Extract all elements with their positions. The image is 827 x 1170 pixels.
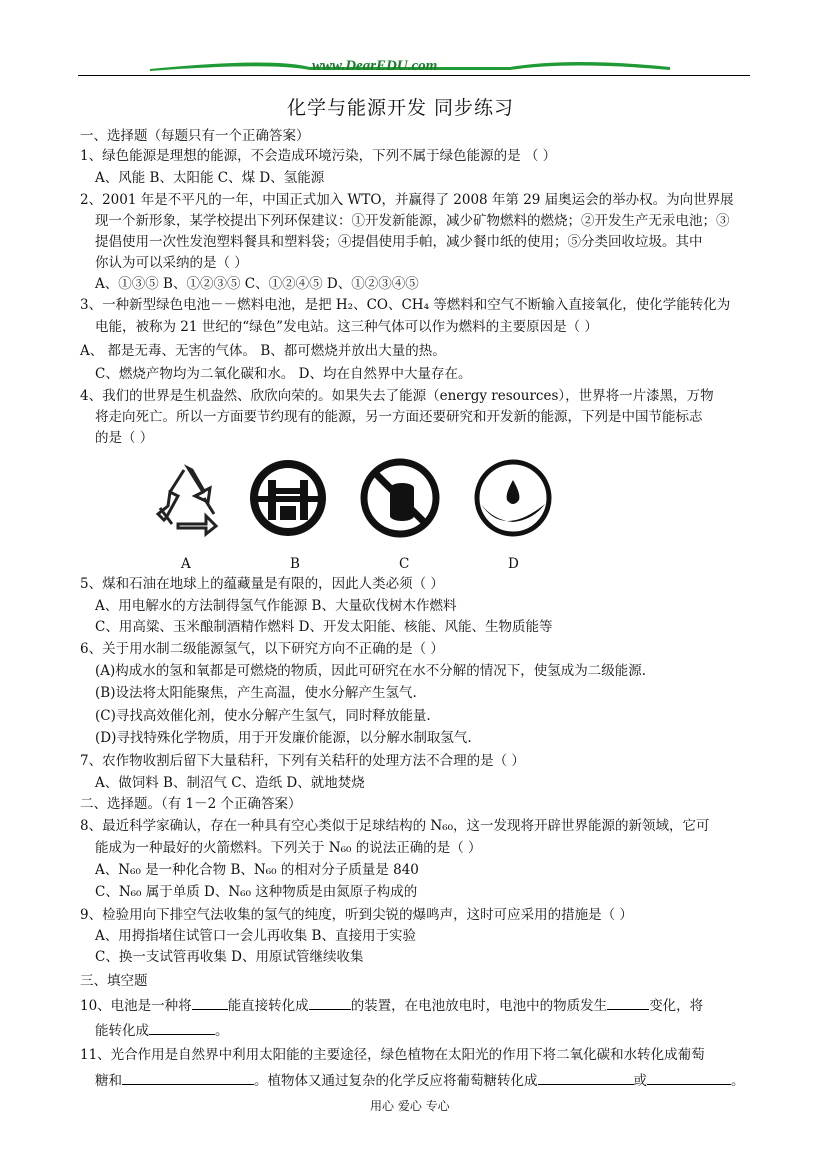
q11-line-2	[95, 1070, 745, 1091]
logo-label-a: A	[181, 556, 191, 572]
q2-stem-2: 现一个新形象，某学校提出下列环保建议：①开发新能源，减少矿物燃料的燃烧；②开发生产无汞电池；③	[95, 213, 730, 229]
header-divider	[78, 75, 750, 76]
q3-options-cd: C、燃烧产物均为二氧化碳和水。 D、均在自然界中大量存在。	[95, 366, 472, 382]
q10-line-1	[80, 995, 703, 1016]
page-footer: 用心 爱心 专心	[370, 1099, 450, 1113]
q11-blank-2[interactable]	[538, 1070, 634, 1085]
q10-text-3: 的装置，在电池放电时，电池中的物质发生	[350, 998, 608, 1014]
q1-options: A、风能 B、太阳能 C、煤 D、氢能源	[95, 170, 325, 186]
q6-option-d: (D)寻找特殊化学物质，用于开发廉价能源，以分解水制取氢气.	[95, 730, 472, 746]
q2-options: A、①③⑤ B、①②③⑤ C、①②④⑤ D、①②③④⑤	[95, 276, 419, 292]
q3-stem-2: 电能，被称为 21 世纪的“绿色”发电站。这三种气体可以作为燃料的主要原因是（ ）	[95, 319, 598, 335]
section-1-heading: 一、选择题（每题只有一个正确答案）	[80, 128, 310, 144]
q1-stem: 1、绿色能源是理想的能源，不会造成环境污染，下列不属于绿色能源的是 （ ）	[80, 148, 557, 164]
recycle-icon	[148, 458, 228, 538]
no-oil-barrel-icon	[360, 458, 440, 538]
site-url[interactable]: www.DearEDU.com	[312, 58, 438, 74]
energy-logos	[148, 458, 558, 548]
energy-saving-logo-b	[248, 458, 328, 538]
q7-stem: 7、农作物收割后留下大量秸秆，下列有关秸秆的处理方法不合理的是（ ）	[80, 753, 525, 769]
q10-line-2	[95, 1020, 229, 1041]
q9-options-ab: A、用拇指堵住试管口一会儿再收集 B、直接用于实验	[95, 928, 416, 944]
logo-label-b: B	[290, 556, 300, 572]
q9-stem: 9、检验用向下排空气法收集的氢气的纯度，听到尖锐的爆鸣声，这时可应采用的措施是（ ）	[80, 907, 633, 923]
q8-options-ab: A、N₆₀ 是一种化合物 B、N₆₀ 的相对分子质量是 840	[95, 862, 419, 878]
q5-stem: 5、煤和石油在地球上的蕴藏量是有限的，因此人类必须（ ）	[80, 576, 444, 592]
q11-blank-3[interactable]	[647, 1070, 731, 1085]
q6-stem: 6、关于用水制二级能源氢气，以下研究方向不正确的是（ ）	[80, 641, 444, 657]
q10-blank-1[interactable]	[192, 995, 228, 1010]
q2-stem-4: 你认为可以采纳的是（ ）	[95, 255, 248, 271]
q10-blank-3[interactable]	[607, 995, 649, 1010]
q11-blank-1[interactable]	[122, 1070, 254, 1085]
q4-stem-3: 的是（ ）	[95, 430, 154, 446]
q10-blank-4[interactable]	[149, 1020, 215, 1035]
q9-options-cd: C、换一支试管再收集 D、用原试管继续收集	[95, 949, 364, 965]
q2-stem-1: 2、2001 年是不平凡的一年，中国正式加入 WTO，并赢得了 2008 年第 29 届奥运会的举办权。为向世界展	[80, 192, 734, 208]
q11-text-1: 糖和	[95, 1073, 122, 1089]
q4-stem-2: 将走向死亡。所以一方面要节约现有的能源，另一方面还要研究和开发新的能源，下列是中国节能标志	[95, 409, 703, 425]
q5-options-ab: A、用电解水的方法制得氢气作能源 B、大量砍伐树木作燃料	[95, 598, 457, 614]
q10-blank-2[interactable]	[309, 995, 351, 1010]
q10-text-1: 10、电池是一种将	[80, 998, 192, 1014]
q8-options-cd: C、N₆₀ 属于单质 D、N₆₀ 这种物质是由氮原子构成的	[95, 884, 418, 900]
q4-stem-1: 4、我们的世界是生机盎然、欣欣向荣的。如果失去了能源（energy resources），世界将一片漆黑，万物	[80, 388, 714, 404]
q11-text-4: 。	[731, 1073, 745, 1089]
q11-text-3: 或	[633, 1073, 647, 1089]
q8-stem-1: 8、最近科学家确认，存在一种具有空心类似于足球结构的 N₆₀，这一发现将开辟世界能源的新领域，它可	[80, 818, 710, 834]
q6-option-a: (A)构成水的氢和氧都是可燃烧的物质，因此可研究在水不分解的情况下，使氢成为二级能源.	[95, 663, 647, 679]
q7-options: A、做饲料 B、制沼气 C、造纸 D、就地焚烧	[95, 775, 365, 791]
q3-options-ab: A、 都是无毒、无害的气体。 B、都可燃烧并放出大量的热。	[80, 343, 446, 359]
q2-stem-3: 提倡使用一次性发泡塑料餐具和塑料袋；④提倡使用手帕，减少餐巾纸的使用；⑤分类回收垃圾。其中	[95, 234, 703, 250]
q6-option-b: (B)设法将太阳能聚焦，产生高温，使水分解产生氢气.	[95, 685, 417, 701]
q11-text-2: 。植物体又通过复杂的化学反应将葡萄糖转化成	[254, 1073, 538, 1089]
q11-line-1: 11、光合作用是自然界中利用太阳能的主要途径，绿色植物在太阳光的作用下将二氧化碳和水转化成葡萄	[80, 1047, 705, 1063]
q5-options-cd: C、用高粱、玉米酿制酒精作燃料 D、开发太阳能、核能、风能、生物质能等	[95, 619, 553, 635]
q3-stem-1: 3、一种新型绿色电池－－燃料电池，是把 H₂、CO、CH₄ 等燃料和空气不断输入直接氧化，使化学能转化为	[80, 297, 731, 313]
logo-label-c: C	[399, 556, 410, 572]
q10-text-6: 。	[215, 1023, 229, 1039]
page-title: 化学与能源开发 同步练习	[287, 97, 515, 119]
logo-label-d: D	[508, 556, 519, 572]
q10-text-4: 变化，将	[649, 998, 704, 1014]
section-2-heading: 二、选择题。（有 1－2 个正确答案）	[80, 796, 302, 812]
section-3-heading: 三、填空题	[80, 973, 148, 989]
water-drop-hand-icon	[473, 458, 553, 538]
q8-stem-2: 能成为一种最好的火箭燃料。下列关于 N₆₀ 的说法正确的是（ ）	[95, 840, 482, 856]
q10-text-2: 能直接转化成	[227, 998, 309, 1014]
q10-text-5: 能转化成	[95, 1023, 149, 1039]
q6-option-c: (C)寻找高效催化剂，使水分解产生氢气，同时释放能量.	[95, 708, 431, 724]
